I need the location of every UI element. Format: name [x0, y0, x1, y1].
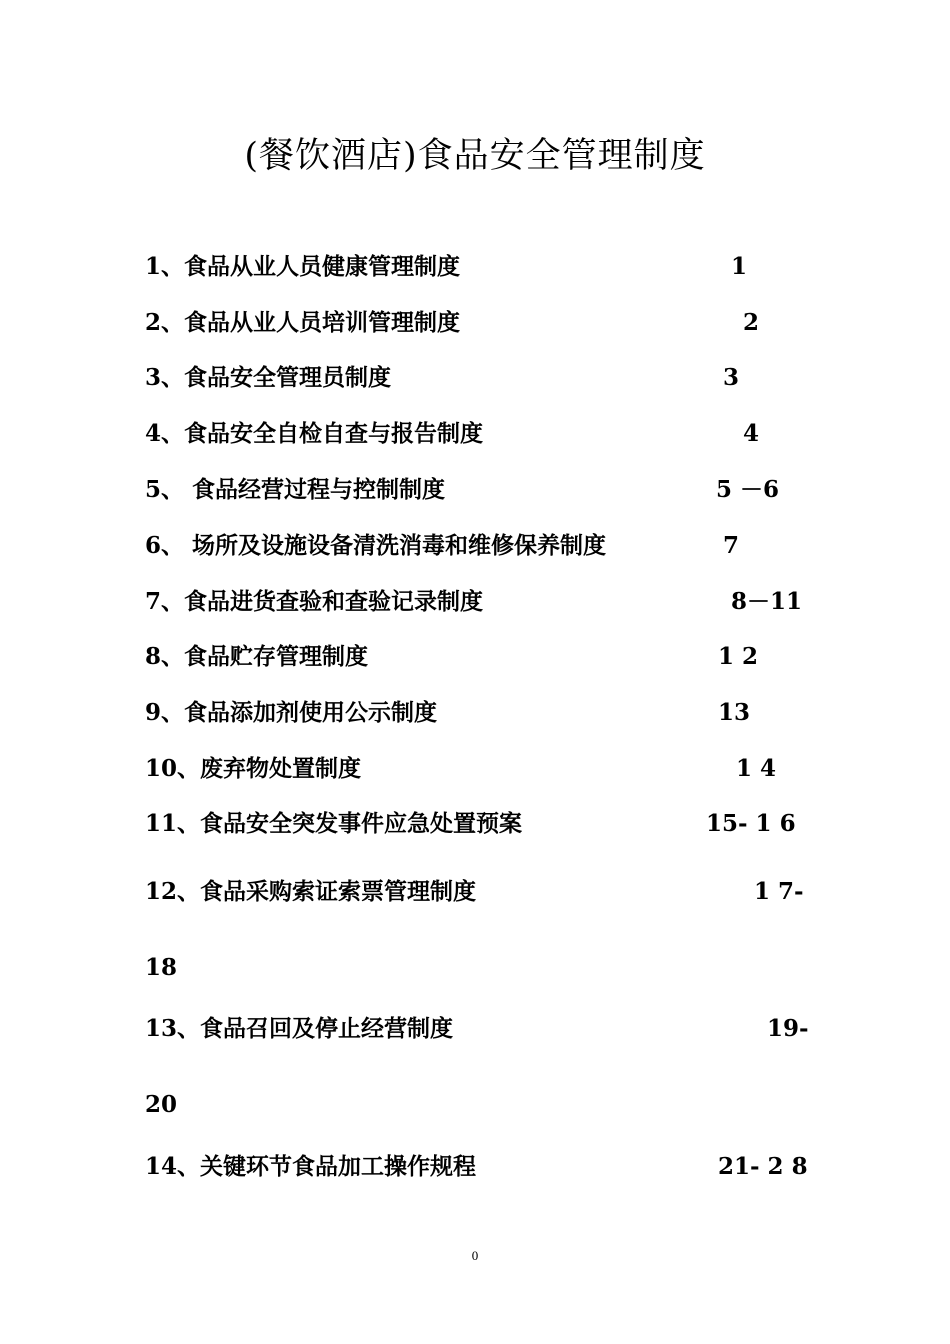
toc-item-11-label: 11、食品安全突发事件应急处置预案 [145, 810, 523, 837]
toc-item-4-page: 4 [743, 420, 760, 447]
toc-item-9-label: 9、食品添加剂使用公示制度 [145, 699, 438, 726]
toc-item-5-label: 5、 食品经营过程与控制制度 [145, 476, 446, 503]
toc-item-13-label: 13、食品召回及停止经营制度 [145, 1015, 454, 1042]
toc-item-2-label: 2、食品从业人员培训管理制度 [145, 309, 461, 336]
toc-item-9-page: 13 [718, 699, 751, 726]
toc-item-12-page-continued: 18 [145, 954, 178, 981]
toc-item-12-page: 1 7- [754, 878, 804, 905]
toc-item-14-page: 21- 2 8 [718, 1153, 808, 1180]
toc-item-12-label: 12、食品采购索证索票管理制度 [145, 878, 477, 905]
toc-item-6-page: 7 [723, 532, 740, 559]
footer-page-number: 0 [471, 1248, 479, 1263]
toc-item-7-page: 8－11 [731, 588, 803, 615]
toc-item-10-label: 10、废弃物处置制度 [145, 755, 362, 782]
toc-item-13-page-continued: 20 [145, 1091, 178, 1118]
toc-item-13-page: 19- [767, 1015, 809, 1042]
toc-item-3-page: 3 [723, 364, 740, 391]
toc-item-11-page: 15- 1 6 [706, 810, 796, 837]
toc-item-5-page: 5 －6 [716, 476, 780, 503]
toc-item-14-label: 14、关键环节食品加工操作规程 [145, 1153, 477, 1180]
toc-item-8-label: 8、食品贮存管理制度 [145, 643, 369, 670]
toc-item-6-label: 6、 场所及设施设备清洗消毒和维修保养制度 [145, 532, 607, 559]
toc-item-10-page: 1 4 [736, 755, 777, 782]
toc-item-7-label: 7、食品进货查验和查验记录制度 [145, 588, 484, 615]
toc-item-2-page: 2 [743, 309, 760, 336]
toc-item-1-label: 1、食品从业人员健康管理制度 [145, 253, 461, 280]
toc-item-3-label: 3、食品安全管理员制度 [145, 364, 392, 391]
toc-item-8-page: 1 2 [718, 643, 759, 670]
toc-item-1-page: 1 [731, 253, 748, 280]
document-title: (餐饮酒店)食品安全管理制度 [244, 136, 706, 176]
toc-item-4-label: 4、食品安全自检自查与报告制度 [145, 420, 484, 447]
